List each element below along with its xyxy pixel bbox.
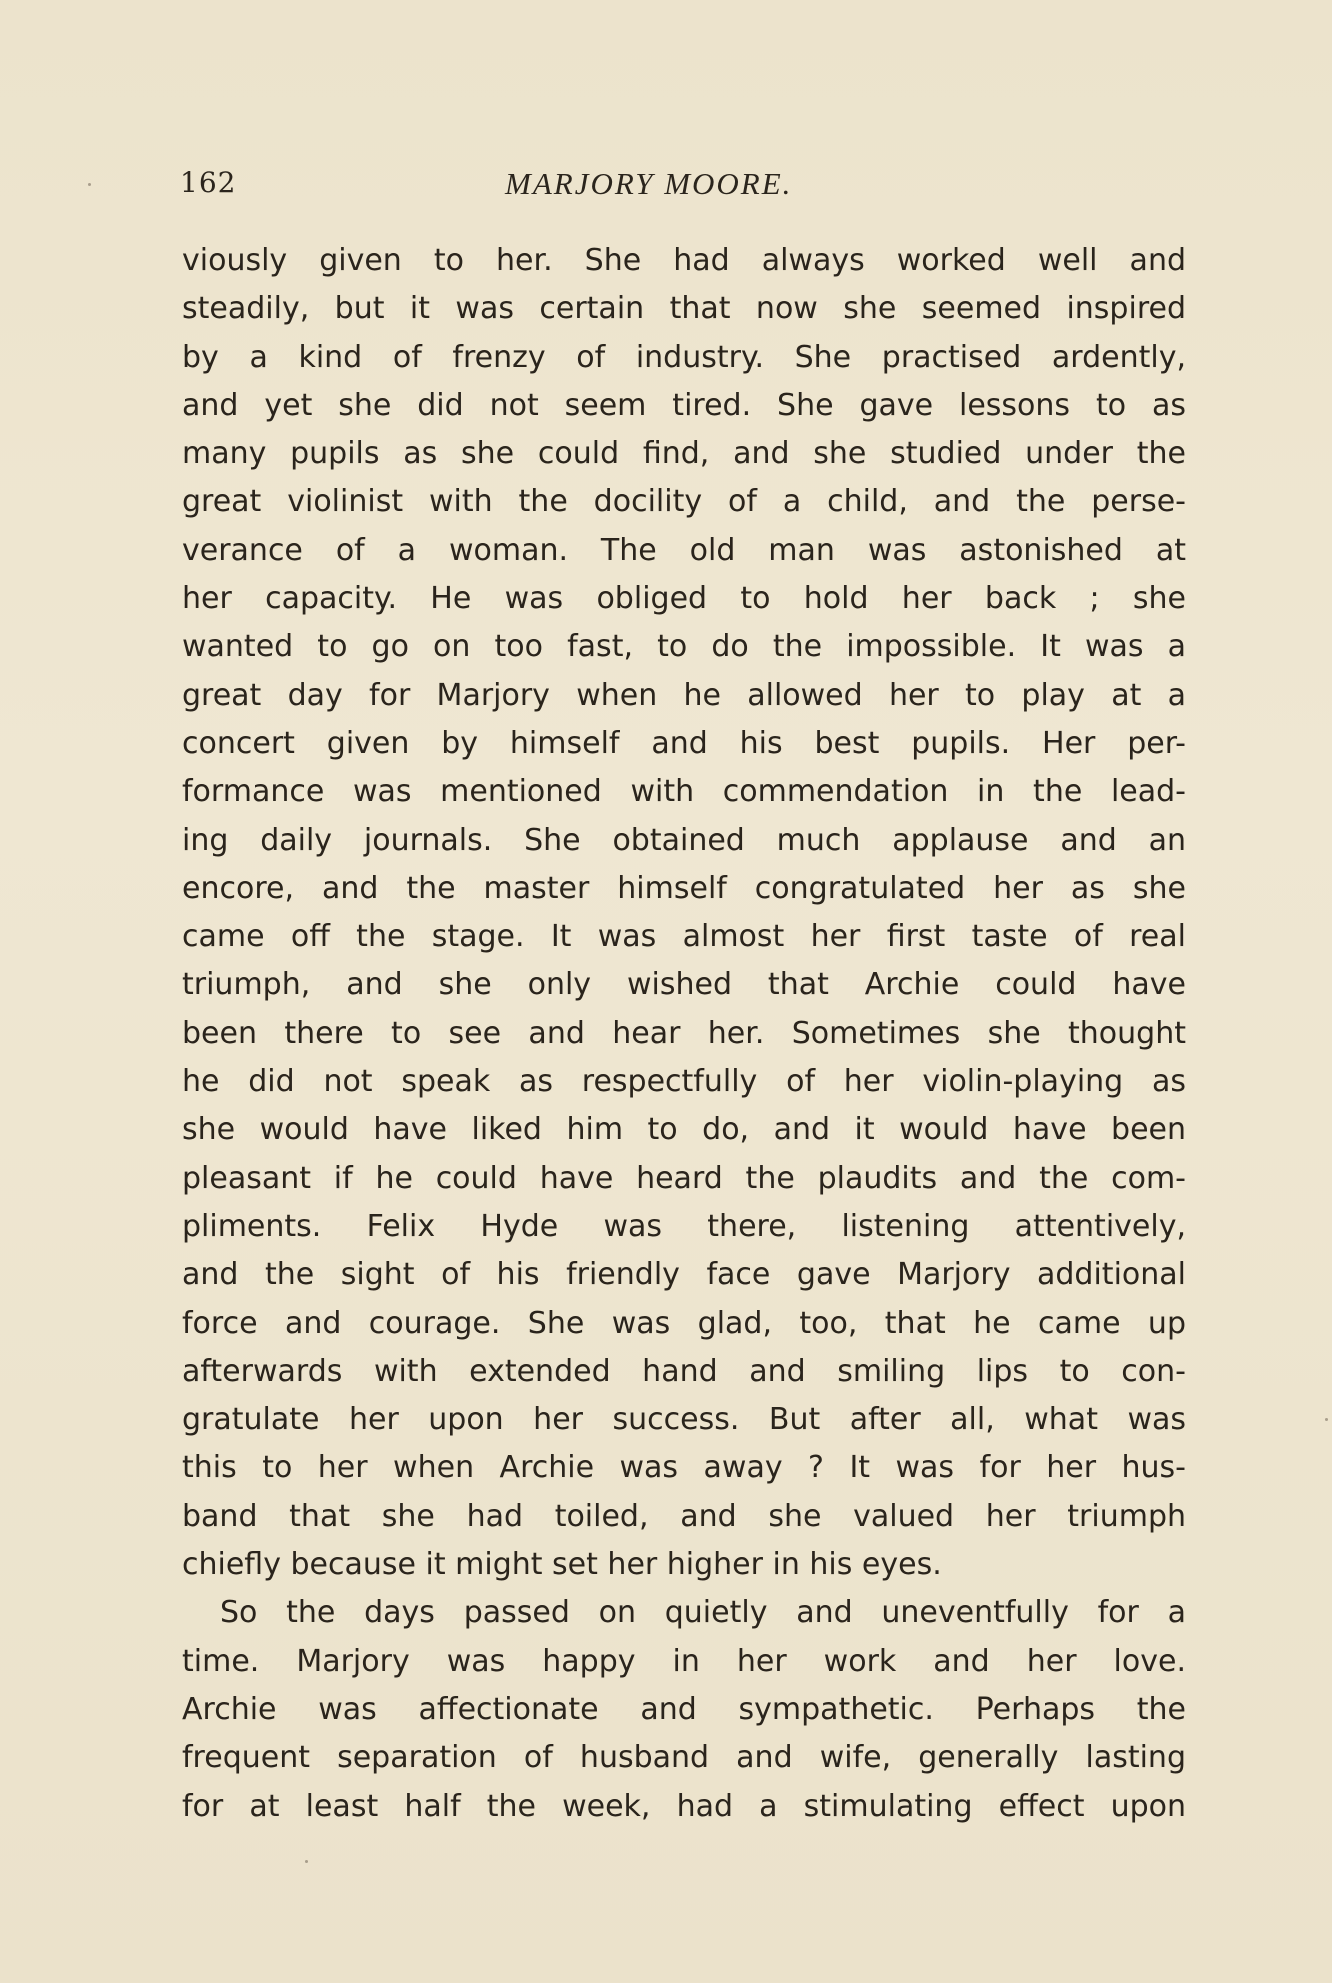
- page-header: [180, 166, 1180, 206]
- text-line: by a kind of frenzy of industry. She practised ardently,: [182, 339, 1186, 375]
- text-line: Archie was affectionate and sympathetic. Perhaps the: [182, 1691, 1186, 1727]
- body-text: [182, 237, 1186, 1831]
- text-line: came off the stage. It was almost her first taste of real: [182, 919, 1186, 955]
- text-line: pliments. Felix Hyde was there, listening attentively,: [182, 1208, 1186, 1244]
- text-line: frequent separation of husband and wife, generally lasting: [182, 1740, 1186, 1776]
- text-line: her capacity. He was obliged to hold her back ; she: [182, 581, 1186, 617]
- paper-speck: [305, 1860, 308, 1863]
- text-line: encore, and the master himself congratulated her as she: [182, 870, 1186, 906]
- paper-speck: [88, 183, 91, 186]
- text-line: afterwards with extended hand and smiling lips to con-: [182, 1353, 1186, 1389]
- text-line: band that she had toiled, and she valued her triumph: [182, 1498, 1186, 1534]
- running-title: MARJORY MOORE.: [505, 166, 793, 201]
- text-line: viously given to her. She had always worked well and: [182, 243, 1186, 278]
- text-line: wanted to go on too fast, to do the impossible. It was a: [182, 629, 1186, 665]
- paper-speck: [1325, 1418, 1328, 1421]
- text-line: this to her when Archie was away ? It was for her hus-: [182, 1450, 1186, 1486]
- page-number: 162: [180, 166, 237, 199]
- text-line: she would have liked him to do, and it would have been: [182, 1112, 1186, 1148]
- text-line: steadily, but it was certain that now she seemed inspired: [182, 291, 1186, 327]
- text-line: and yet she did not seem tired. She gave lessons to as: [182, 387, 1186, 423]
- text-line: great violinist with the docility of a child, and the perse-: [182, 484, 1186, 520]
- text-line: chiefly because it might set her higher in his eyes.: [182, 1547, 942, 1583]
- text-line: been there to see and hear her. Sometimes she thought: [182, 1015, 1186, 1051]
- text-line: he did not speak as respectfully of her violin-playing as: [182, 1064, 1186, 1100]
- text-line: time. Marjory was happy in her work and her love.: [182, 1643, 1186, 1679]
- text-line: force and courage. She was glad, too, that he came up: [182, 1305, 1186, 1341]
- text-line: for at least half the week, had a stimulating effect upon: [182, 1788, 1186, 1824]
- text-line: formance was mentioned with commendation in the lead-: [182, 774, 1186, 810]
- text-line: triumph, and she only wished that Archie could have: [182, 967, 1186, 1003]
- text-line: many pupils as she could find, and she studied under the: [182, 436, 1186, 472]
- text-line: So the days passed on quietly and uneventfully for a: [220, 1595, 1186, 1631]
- text-line: pleasant if he could have heard the plaudits and the com-: [182, 1160, 1186, 1196]
- text-line: ing daily journals. She obtained much applause and an: [182, 822, 1186, 858]
- text-line: great day for Marjory when he allowed her to play at a: [182, 677, 1186, 713]
- text-line: and the sight of his friendly face gave Marjory additional: [182, 1257, 1186, 1293]
- text-line: gratulate her upon her success. But after all, what was: [182, 1402, 1186, 1438]
- text-line: concert given by himself and his best pupils. Her per-: [182, 725, 1186, 761]
- text-line: verance of a woman. The old man was astonished at: [182, 532, 1186, 568]
